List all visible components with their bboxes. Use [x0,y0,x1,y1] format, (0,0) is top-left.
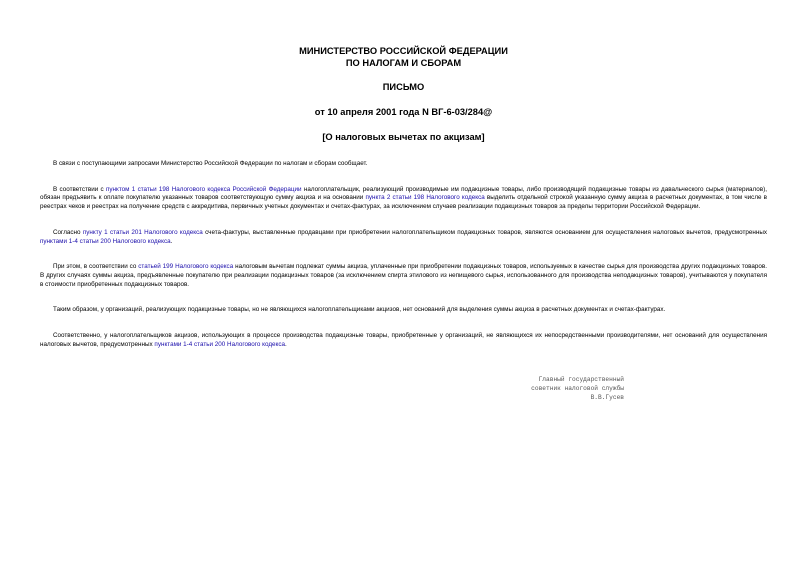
document-body [40,160,767,366]
paragraph-6: Соответственно, у налогоплательщиков акцизов, использующих в процессе производства подакцизные товары, приобретенные у организаций, не являющихся их непосредственными производителями, нет оснований для осуществления налоговых вычетов, предусмотренных пунктами 1-4 статьи 200 Налогового кодекса. [40,332,767,348]
link-article-198-p1[interactable]: пунктом 1 статьи 198 Налогового кодекса Российской Федерации [106,185,302,193]
paragraph-1: В связи с поступающими запросами Министерство Российской Федерации по налогам и сборам сообщает. [53,160,368,167]
ministry-line-2: ПО НАЛОГАМ И СБОРАМ [345,57,462,68]
link-article-200-p1-4-b[interactable]: пунктами 1-4 статьи 200 Налогового кодекса [154,340,286,348]
paragraph-4: При этом, в соответствии со статьей 199 Налогового кодекса налоговым вычетам подлежат суммы акциза, уплаченные при приобретении подакцизных товаров, используемых в качестве сырья для производства других подакцизных товаров. В других случаях суммы акциза, предъявленные покупателю при реализации подакцизных товаров (за исключением спирта этилового из непищевого сырья, использованного для производства неподакцизных товаров), учитываются у покупателя в стоимости приобретенных подакцизных товаров. [40,263,768,288]
document-subject: [О налоговых вычетах по акцизам] [322,132,485,142]
ministry-line-1: МИНИСТЕРСТВО РОССИЙСКОЙ ФЕДЕРАЦИИ [299,46,508,56]
signature-block [518,376,624,402]
paragraph-5: Таким образом, у организаций, реализующих подакцизные товары, но не являющихся налогоплательщиками акцизов, нет оснований для выделения суммы акциза в расчетных документах и счетах-фактурах. [53,306,666,314]
signature-name: В.В.Гусев [590,393,624,401]
link-article-201-p1[interactable]: пункту 1 статьи 201 Налогового кодекса [82,228,203,236]
paragraph-2: В соответствии с пунктом 1 статьи 198 Налогового кодекса Российской Федерации налогоплательщик, реализующий производимые им подакцизные товары, либо производящий подакцизные товары из давальческого сырья (материалов), обязан предъявить к оплате покупателю указанных товаров соответствующую сумму акциза и на основании пункта 2 статьи 198 Налогового кодекса выделить отдельной строкой указанную сумму акциза в расчетных документах, в том числе в реестрах чеков и реестрах на получение средств с аккредитива, первичных учетных документах и счетах-фактурах, за исключением случаев реализации подакцизных товаров за пределы территории Российской Федерации. [40,185,767,211]
link-article-199[interactable]: статьей 199 Налогового кодекса [138,263,234,271]
link-article-200-p1-4[interactable]: пунктами 1-4 статьи 200 Налогового кодекса [40,237,171,245]
document-date-number: от 10 апреля 2001 года N ВГ-6-03/284@ [314,106,493,117]
signature-title-2: советник налоговой службы [531,384,624,392]
signature-title-1: Главный государственный [538,376,624,383]
document-type: ПИСЬМО [382,82,425,92]
document-header [0,46,807,144]
link-article-198-p2[interactable]: пункта 2 статьи 198 Налогового кодекса [365,194,485,202]
paragraph-3: Согласно пункту 1 статьи 201 Налогового кодекса счета-фактуры, выставленные продавцами при приобретении налогоплательщиком подакцизных товаров, являются основанием для осуществления налоговых вычетов, предусмотренных пунктами 1-4 статьи 200 Налогового кодекса. [40,228,768,245]
